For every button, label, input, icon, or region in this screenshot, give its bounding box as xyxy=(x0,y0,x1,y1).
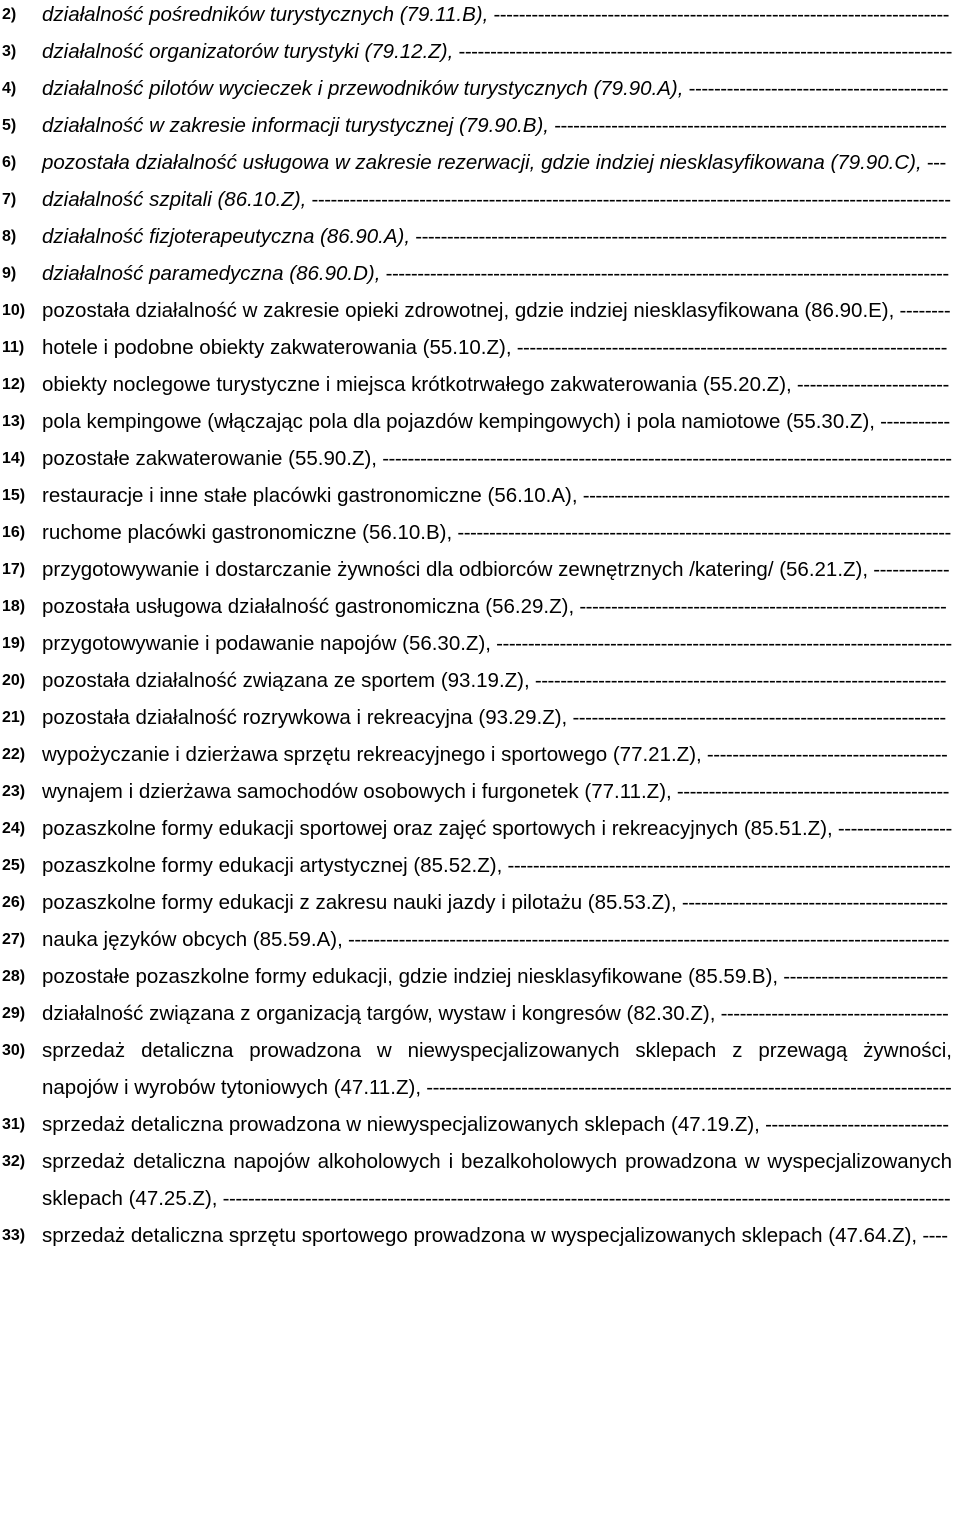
dash-leader: ---- xyxy=(917,1224,948,1247)
item-number: 2) xyxy=(2,6,17,23)
item-number: 18) xyxy=(2,598,26,615)
dash-leader: ----------------------------------------- xyxy=(683,77,949,100)
list-item xyxy=(0,958,960,995)
dash-leader: -------------------------------------------------------------- xyxy=(549,114,947,137)
item-number: 14) xyxy=(2,450,26,467)
list-item xyxy=(0,440,960,477)
list-item xyxy=(0,181,960,218)
item-number: 25) xyxy=(2,857,26,874)
item-number: 22) xyxy=(2,746,26,763)
item-number: 3) xyxy=(2,43,17,60)
item-text: przygotowywanie i podawanie napojów (56.30.Z), xyxy=(42,632,491,655)
item-text: sprzedaż detaliczna prowadzona w niewyspecjalizowanych sklepach (47.19.Z), xyxy=(42,1113,760,1136)
item-text: pozaszkolne formy edukacji artystycznej (85.52.Z), xyxy=(42,854,503,877)
item-text: wypożyczanie i dzierżawa sprzętu rekreacyjnego i sportowego (77.21.Z), xyxy=(42,743,702,766)
dash-leader: -------------------------------------- xyxy=(701,743,948,766)
dash-leader: ------------------------------------------------------------------------ xyxy=(490,632,952,655)
dash-leader: ------------------------------------------- xyxy=(671,780,949,803)
item-text: działalność fizjoterapeutyczna (86.90.A), xyxy=(42,225,411,248)
item-text: pozaszkolne formy edukacji sportowej oraz zajęć sportowych i rekreacyjnych (85.51.Z), xyxy=(42,817,833,840)
item-text: działalność związana z organizacją targów, wystaw i kongresów (82.30.Z), xyxy=(42,1002,716,1025)
list-item xyxy=(0,144,960,181)
list-item xyxy=(0,884,960,921)
item-number: 15) xyxy=(2,487,26,504)
dash-leader: ---------------------------------------------------------- xyxy=(577,484,950,507)
item-number: 11) xyxy=(2,339,25,356)
item-number: 13) xyxy=(2,413,26,430)
item-number: 8) xyxy=(2,228,17,245)
list-item xyxy=(0,995,960,1032)
list-item xyxy=(0,0,960,33)
item-number: 30) xyxy=(2,1042,26,1059)
item-text: sprzedaż detaliczna sprzętu sportowego prowadzona w wyspecjalizowanych sklepach (47.64.Z), xyxy=(42,1224,918,1247)
dash-leader: ----------------------------------------------------------------------------------- xyxy=(421,1076,952,1099)
list-item xyxy=(0,625,960,662)
item-text: pozostała działalność w zakresie opieki zdrowotnej, gdzie indziej niesklasyfikowana (86.90.E), xyxy=(42,299,895,322)
dash-leader: ----------------------------------------------------------------- xyxy=(529,669,947,692)
list-item xyxy=(0,329,960,366)
item-number: 24) xyxy=(2,820,26,837)
item-text: działalność paramedyczna (86.90.D), xyxy=(42,262,381,285)
item-number: 31) xyxy=(2,1116,26,1133)
dash-leader: ------------------------------------------------------------------------------------------ xyxy=(377,447,952,470)
item-text: działalność pośredników turystycznych (79.11.B), xyxy=(42,3,489,26)
dash-leader: ----------------------------- xyxy=(759,1113,949,1136)
item-number: 6) xyxy=(2,154,17,171)
list-item xyxy=(0,218,960,255)
item-text: sprzedaż detaliczna napojów alkoholowych i bezalkoholowych prowadzona w wyspecjalizowanych sklepach (47.25.Z), xyxy=(42,1150,952,1210)
item-number: 12) xyxy=(2,376,26,393)
item-number: 16) xyxy=(2,524,26,541)
item-text: wynajem i dzierżawa samochodów osobowych i furgonetek (77.11.Z), xyxy=(42,780,672,803)
item-text: sprzedaż detaliczna prowadzona w niewyspecjalizowanych sklepach z przewagą żywności, napojów i wyrobów tytoniowych (47.11.Z), xyxy=(42,1039,952,1099)
list-item xyxy=(0,810,960,847)
item-number: 28) xyxy=(2,968,26,985)
item-number: 10) xyxy=(2,302,26,319)
item-text: działalność organizatorów turystyki (79.12.Z), xyxy=(42,40,454,63)
dash-leader: -------------------------- xyxy=(778,965,948,988)
dash-leader: -------------------------------------------------------------------- xyxy=(511,336,947,359)
list-item xyxy=(0,403,960,440)
list-item xyxy=(0,773,960,810)
list-item xyxy=(0,699,960,736)
list-item xyxy=(0,477,960,514)
dash-leader: ------------------------------------ xyxy=(715,1002,949,1025)
item-text: restauracje i inne stałe placówki gastronomiczne (56.10.A), xyxy=(42,484,578,507)
dash-leader: ---------------------------------------------------------------------- xyxy=(502,854,951,877)
item-number: 19) xyxy=(2,635,26,652)
dash-leader: -------- xyxy=(894,299,951,322)
item-number: 20) xyxy=(2,672,26,689)
dash-leader: ------------------------------------------------------------------------------------------------------------------- xyxy=(217,1187,951,1210)
list-item xyxy=(0,292,960,329)
dash-leader: ------------------------------------------------------------------------------------ xyxy=(410,225,947,248)
dash-leader: ------------------------------------------ xyxy=(676,891,948,914)
item-text: pozaszkolne formy edukacji z zakresu nauki jazdy i pilotażu (85.53.Z), xyxy=(42,891,677,914)
item-number: 27) xyxy=(2,931,26,948)
dash-leader: --- xyxy=(921,151,946,174)
dash-leader: ------------------------------------------------------------------------ xyxy=(488,3,949,26)
item-text: hotele i podobne obiekty zakwaterowania (55.10.Z), xyxy=(42,336,512,359)
item-number: 4) xyxy=(2,80,17,97)
item-number: 9) xyxy=(2,265,17,282)
item-number: 29) xyxy=(2,1005,26,1022)
item-text: pozostała działalność usługowa w zakresie rezerwacji, gdzie indziej niesklasyfikowana (79.90.C), xyxy=(42,151,922,174)
list-item xyxy=(0,366,960,403)
item-text: działalność pilotów wycieczek i przewodników turystycznych (79.90.A), xyxy=(42,77,684,100)
list-item xyxy=(0,1217,960,1254)
item-text: ruchome placówki gastronomiczne (56.10.B), xyxy=(42,521,453,544)
list-item xyxy=(0,588,960,625)
dash-leader: ----------- xyxy=(874,410,950,433)
item-text: pozostała usługowa działalność gastronomiczna (56.29.Z), xyxy=(42,595,575,618)
item-number: 5) xyxy=(2,117,17,134)
item-text: obiekty noclegowe turystyczne i miejsca krótkotrwałego zakwaterowania (55.20.Z), xyxy=(42,373,792,396)
item-number: 17) xyxy=(2,561,26,578)
dash-leader: ----------------------------------------------------------- xyxy=(567,706,946,729)
dash-leader: ----------------------------------------------------------------------------------------------- xyxy=(342,928,950,951)
list-item xyxy=(0,33,960,70)
list-item xyxy=(0,514,960,551)
list-item xyxy=(0,107,960,144)
item-number: 32) xyxy=(2,1153,26,1170)
item-text: pozostała działalność związana ze sportem (93.19.Z), xyxy=(42,669,530,692)
list-item xyxy=(0,70,960,107)
list-item xyxy=(0,551,960,588)
list-item xyxy=(0,736,960,773)
item-number: 23) xyxy=(2,783,26,800)
item-text: działalność w zakresie informacji turystycznej (79.90.B), xyxy=(42,114,549,137)
dash-leader: ------------------------ xyxy=(791,373,949,396)
item-text: pozostałe pozaszkolne formy edukacji, gdzie indziej niesklasyfikowane (85.59.B), xyxy=(42,965,779,988)
item-text: przygotowywanie i dostarczanie żywności dla odbiorców zewnętrznych /katering/ (56.21.Z), xyxy=(42,558,869,581)
dash-leader: ------------ xyxy=(868,558,950,581)
list-item xyxy=(0,921,960,958)
list-item xyxy=(0,1106,960,1143)
dash-leader: ------------------------------------------------------------------------------ xyxy=(452,521,951,544)
dash-leader: ------------------ xyxy=(832,817,952,840)
item-text: pozostałe zakwaterowanie (55.90.Z), xyxy=(42,447,378,470)
item-text: działalność szpitali (86.10.Z), xyxy=(42,188,307,211)
list-item xyxy=(0,847,960,884)
list-item xyxy=(0,1143,960,1217)
dash-leader: ------------------------------------------------------------------------------ xyxy=(453,40,952,63)
item-number: 33) xyxy=(2,1227,26,1244)
item-number: 21) xyxy=(2,709,26,726)
item-text: nauka języków obcych (85.59.A), xyxy=(42,928,343,951)
list-item xyxy=(0,1032,960,1106)
list-item xyxy=(0,255,960,292)
dash-leader: ---------------------------------------------------------- xyxy=(574,595,947,618)
item-text: pola kempingowe (włączając pola dla pojazdów kempingowych) i pola namiotowe (55.30.Z), xyxy=(42,410,875,433)
dash-leader: ----------------------------------------------------------------------------------------------------- xyxy=(306,188,951,211)
list-item xyxy=(0,662,960,699)
item-number: 26) xyxy=(2,894,26,911)
dash-leader: ----------------------------------------------------------------------------------------- xyxy=(380,262,949,285)
item-text: pozostała działalność rozrywkowa i rekreacyjna (93.29.Z), xyxy=(42,706,568,729)
item-number: 7) xyxy=(2,191,17,208)
